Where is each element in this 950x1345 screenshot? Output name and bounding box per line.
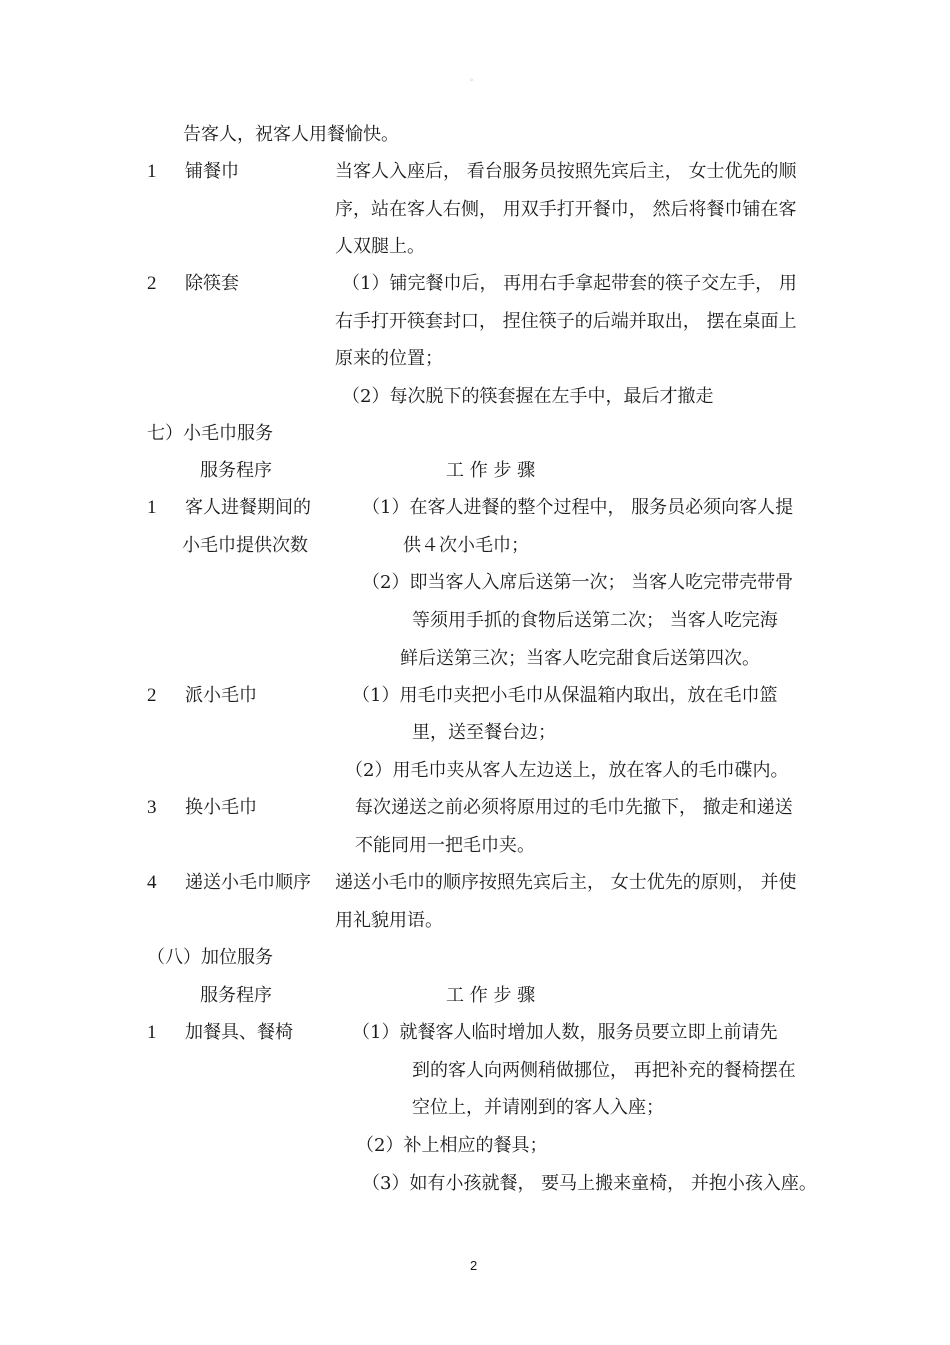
item-name: 换小毛巾 xyxy=(185,797,257,818)
page-number: 2 xyxy=(470,1258,478,1273)
item-name: 加餐具、餐椅 xyxy=(185,1022,293,1043)
step-line: 鲜后送第三次；当客人吃完甜食后送第四次。 xyxy=(400,648,760,669)
column-header-steps: 工 作 步 骤 xyxy=(446,985,536,1006)
step-line: （3）如有小孩就餐， 要马上搬来童椅， 并抱小孩入座。 xyxy=(362,1173,817,1194)
step-line: 原来的位置； xyxy=(335,348,443,369)
step-line: 供４次小毛巾； xyxy=(403,535,529,556)
item-name: 铺餐巾 xyxy=(185,161,239,182)
item-number: 2 xyxy=(147,685,157,706)
step-line: （2）每次脱下的筷套握在左手中，最后才撤走 xyxy=(342,386,714,407)
item-number: 1 xyxy=(147,497,157,518)
step-line: 人双腿上。 xyxy=(335,236,425,257)
step-line: 等须用手抓的食物后送第二次； 当客人吃完海 xyxy=(412,610,778,631)
section-title: （八）加位服务 xyxy=(147,947,273,968)
header-mark: 。 xyxy=(470,73,478,82)
item-number: 4 xyxy=(147,872,157,893)
step-line: 到的客人向两侧稍做挪位， 再把补充的餐椅摆在 xyxy=(412,1060,796,1081)
column-header-program: 服务程序 xyxy=(200,985,272,1006)
item-number: 3 xyxy=(147,797,157,818)
column-header-steps: 工 作 步 骤 xyxy=(446,460,536,481)
item-name: 派小毛巾 xyxy=(185,685,257,706)
item-name: 小毛巾提供次数 xyxy=(182,535,308,556)
item-number: 1 xyxy=(147,161,157,182)
item-name: 递送小毛巾顺序 xyxy=(185,872,311,893)
step-line: （1）就餐客人临时增加人数，服务员要立即上前请先 xyxy=(352,1022,778,1043)
step-line: 每次递送之前必须将原用过的毛巾先撤下， 撤走和递送 xyxy=(355,797,793,818)
item-name: 客人进餐期间的 xyxy=(185,497,311,518)
step-line: 空位上，并请刚到的客人入座； xyxy=(412,1097,664,1118)
step-line: 递送小毛巾的顺序按照先宾后主， 女士优先的原则， 并使 xyxy=(335,872,797,893)
step-line: （2）即当客人入席后送第一次； 当客人吃完带壳带骨 xyxy=(362,572,794,593)
step-line: 当客人入座后， 看台服务员按照先宾后主， 女士优先的顺 xyxy=(335,161,797,182)
item-number: 1 xyxy=(147,1022,157,1043)
step-line: （1）用毛巾夹把小毛巾从保温箱内取出，放在毛巾篮 xyxy=(352,685,778,706)
step-line: 不能同用一把毛巾夹。 xyxy=(355,835,535,856)
step-line: （2）补上相应的餐具； xyxy=(356,1135,548,1156)
item-number: 2 xyxy=(147,273,157,294)
intro-line: 告客人，祝客人用餐愉快。 xyxy=(183,124,399,145)
step-line: （1）铺完餐巾后， 再用右手拿起带套的筷子交左手， 用 xyxy=(342,273,797,294)
step-line: 用礼貌用语。 xyxy=(335,910,443,931)
step-line: （1）在客人进餐的整个过程中， 服务员必须向客人提 xyxy=(362,497,794,518)
section-title: 七）小毛巾服务 xyxy=(147,423,273,444)
step-line: 右手打开筷套封口， 捏住筷子的后端并取出， 摆在桌面上 xyxy=(335,311,797,332)
step-line: 里，送至餐台边； xyxy=(412,722,556,743)
column-header-program: 服务程序 xyxy=(200,460,272,481)
step-line: （2）用毛巾夹从客人左边送上，放在客人的毛巾碟内。 xyxy=(345,760,789,781)
step-line: 序，站在客人右侧， 用双手打开餐巾， 然后将餐巾铺在客 xyxy=(335,199,797,220)
item-name: 除筷套 xyxy=(185,273,239,294)
